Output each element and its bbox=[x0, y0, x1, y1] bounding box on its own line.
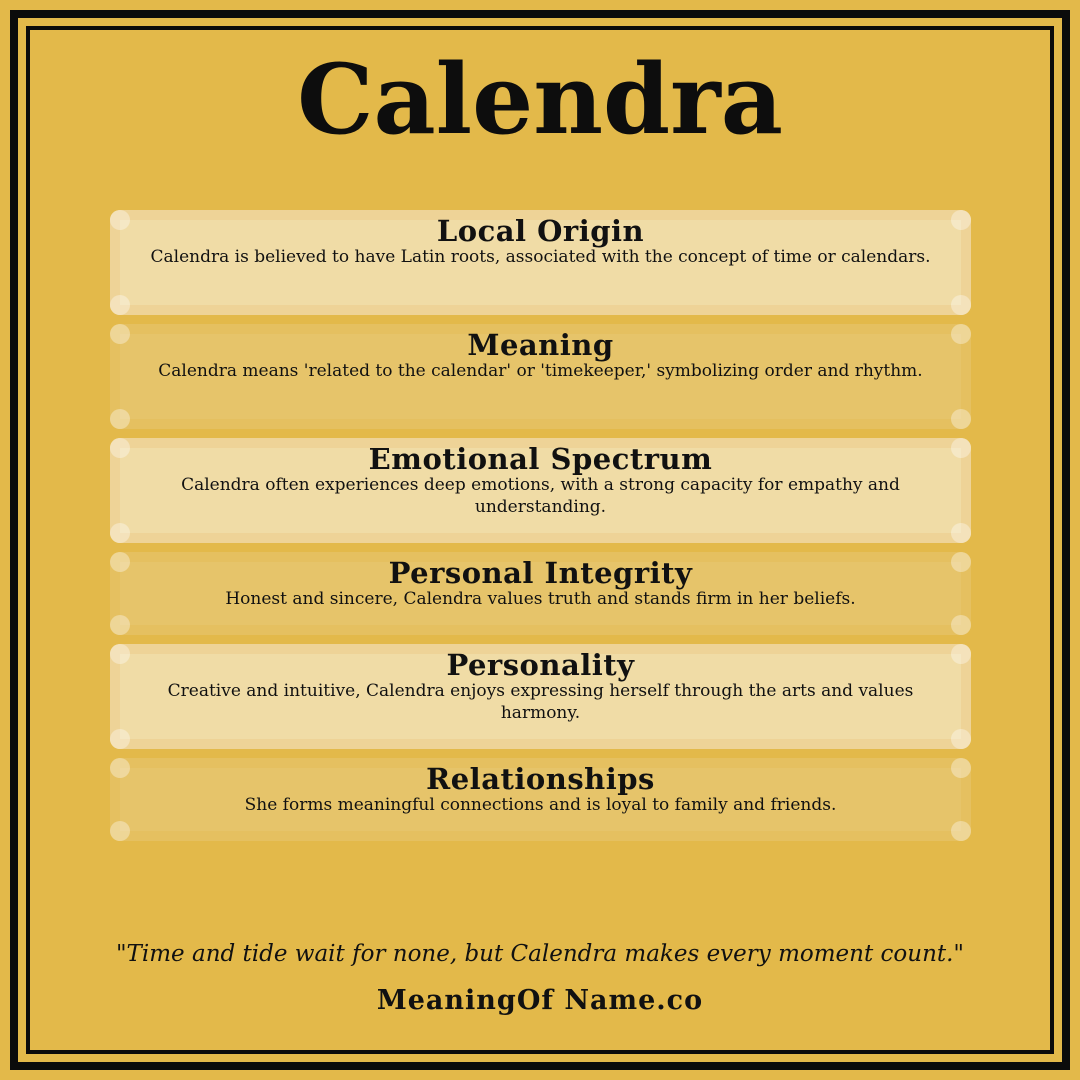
section-card-meaning bbox=[110, 324, 971, 429]
quote-text: "Time and tide wait for none, but Calendra makes every moment count." bbox=[115, 941, 965, 967]
name-title: Calendra bbox=[297, 43, 783, 156]
section-heading: Personal Integrity bbox=[388, 556, 693, 590]
section-card-emotional-spectrum bbox=[110, 438, 971, 543]
section-heading: Local Origin bbox=[436, 214, 645, 248]
section-card-personality bbox=[110, 644, 971, 749]
section-heading: Personality bbox=[446, 648, 635, 682]
section-card-personal-integrity bbox=[110, 552, 971, 635]
sections-list bbox=[110, 210, 971, 850]
section-card-relationships bbox=[110, 758, 971, 841]
section-card-local-origin bbox=[110, 210, 971, 315]
section-text: Calendra means 'related to the calendar' or 'timekeeper,' symbolizing order and rhythm. bbox=[158, 361, 923, 381]
section-heading: Relationships bbox=[426, 762, 655, 796]
section-heading: Meaning bbox=[467, 328, 614, 362]
section-text: She forms meaningful connections and is loyal to family and friends. bbox=[244, 795, 837, 815]
section-text: Calendra is believed to have Latin roots, associated with the concept of time or calendars. bbox=[150, 247, 931, 267]
section-heading: Emotional Spectrum bbox=[368, 442, 713, 476]
section-text: Honest and sincere, Calendra values truth and stands firm in her beliefs. bbox=[225, 589, 856, 609]
brand-name: MeaningOf Name.co bbox=[376, 985, 704, 1016]
section-text: Calendra often experiences deep emotions, with a strong capacity for empathy and understanding. bbox=[181, 475, 900, 517]
section-text: Creative and intuitive, Calendra enjoys expressing herself through the arts and values harmony. bbox=[167, 681, 914, 723]
